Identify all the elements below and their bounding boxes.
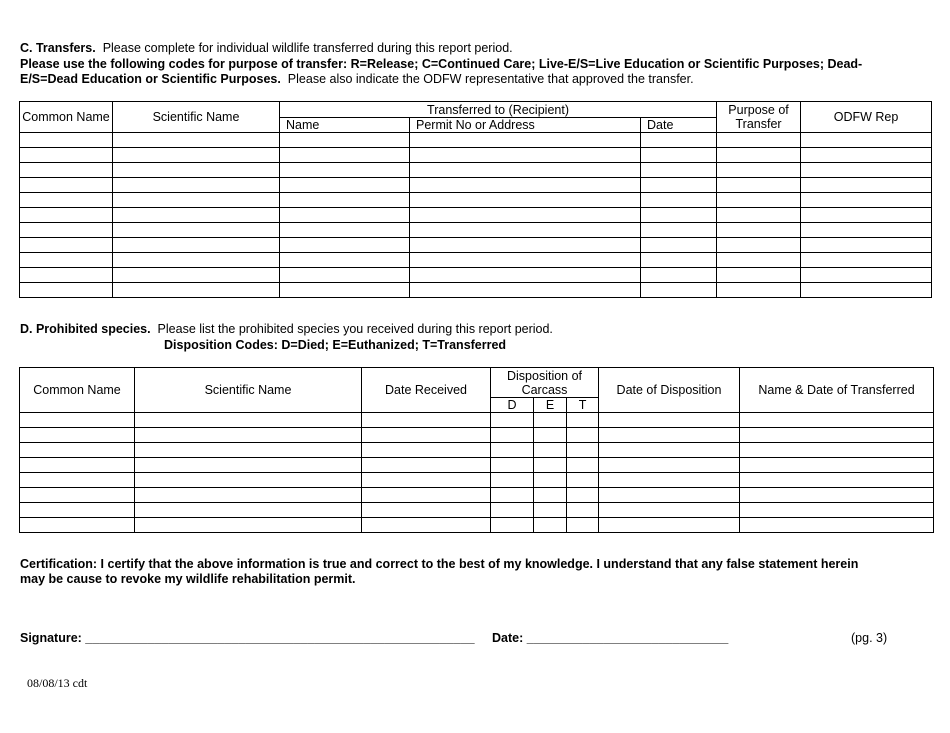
prohibited-table-cell[interactable] [20,413,135,428]
prohibited-table-cell[interactable] [534,458,567,473]
prohibited-table-cell[interactable] [599,488,740,503]
sub-col-d-header: D [491,398,534,413]
transfer-table-cell[interactable] [410,163,641,178]
transfer-table-cell[interactable] [280,268,410,283]
section-c-heading: C. Transfers. [20,41,96,55]
transfer-table-row [20,253,932,268]
transfer-table-cell[interactable] [801,163,932,178]
transfer-codes-line-1: Please use the following codes for purpose of transfer: R=Release; C=Continued Care; Live-E/S=Live Education or Scientific Purposes; Dead- [20,57,863,71]
prohibited-table-cell[interactable] [567,488,599,503]
transfer-table-cell[interactable] [717,238,801,253]
prohibited-table-cell[interactable] [491,518,534,533]
transfer-table-row [20,238,932,253]
col-recipient-name-header: Name [280,118,410,133]
date-field[interactable] [492,631,728,646]
section-d-intro-line [20,322,553,337]
transfer-table-cell[interactable] [410,208,641,223]
transfer-table-cell[interactable] [801,253,932,268]
transfer-table-cell[interactable] [410,178,641,193]
transfer-table-cell[interactable] [801,133,932,148]
prohibited-table-cell[interactable] [491,503,534,518]
prohibited-table-cell[interactable] [567,518,599,533]
section-d-heading: D. Prohibited species. [20,322,151,336]
certification-line-1: Certification: I certify that the above information is true and correct to the best of my knowledge. I understand that any false statement herein [20,557,859,571]
transfer-table-cell[interactable] [113,283,280,298]
transfer-table-cell[interactable] [113,193,280,208]
section-c-intro-line [20,41,513,56]
prohibited-table-cell[interactable] [567,458,599,473]
transfer-table-cell[interactable] [20,133,113,148]
disposition-group-header: Disposition of Carcass [491,368,599,398]
transfer-table-cell[interactable] [641,148,717,163]
prohibited-table-cell[interactable] [740,428,934,443]
transfer-table-cell[interactable] [20,238,113,253]
transfer-table-cell[interactable] [717,253,801,268]
col-odfw-rep-header: ODFW Rep [801,102,932,133]
transfer-table-cell[interactable] [280,223,410,238]
transfer-table-cell[interactable] [20,253,113,268]
transfer-codes-tail: Please also indicate the ODFW representative that approved the transfer. [287,72,694,86]
col-name-date-transferred-header: Name & Date of Transferred [740,368,934,413]
recipient-group-header: Transferred to (Recipient) [280,102,717,118]
section-d-intro: Please list the prohibited species you received during this report period. [157,322,553,336]
transfer-table-cell[interactable] [113,148,280,163]
transfer-table-cell[interactable] [20,193,113,208]
transfer-table-cell[interactable] [717,148,801,163]
transfer-table-cell[interactable] [641,223,717,238]
prohibited-table-cell[interactable] [362,503,491,518]
prohibited-table-cell[interactable] [740,488,934,503]
transfer-table-cell[interactable] [280,238,410,253]
transfer-table-cell[interactable] [20,148,113,163]
transfer-table-cell[interactable] [113,178,280,193]
prohibited-table-cell[interactable] [20,473,135,488]
prohibited-table-cell[interactable] [534,413,567,428]
prohibited-table-cell[interactable] [362,473,491,488]
page-number: (pg. 3) [851,631,888,645]
prohibited-table-cell[interactable] [135,443,362,458]
prohibited-table-cell[interactable] [740,518,934,533]
sub-col-e-header: E [534,398,567,413]
transfer-table-cell[interactable] [641,253,717,268]
prohibited-table-cell[interactable] [491,428,534,443]
prohibited-table-row [20,458,934,473]
transfer-table-cell[interactable] [717,178,801,193]
prohibited-table-cell[interactable] [20,458,135,473]
transfer-table-cell[interactable] [113,223,280,238]
transfer-table-row [20,268,932,283]
prohibited-table-row [20,413,934,428]
transfer-table-cell[interactable] [641,163,717,178]
prohibited-table-cell[interactable] [534,428,567,443]
prohibited-table-cell[interactable] [135,473,362,488]
transfer-table-cell[interactable] [801,193,932,208]
transfer-table-cell[interactable] [280,193,410,208]
col-date-received-header: Date Received [362,368,491,413]
prohibited-table-cell[interactable] [491,443,534,458]
signature-label: Signature: [20,631,82,645]
transfer-table-cell[interactable] [20,163,113,178]
prohibited-table-cell[interactable] [534,443,567,458]
col-purpose-header: Purpose of Transfer [717,102,801,133]
prohibited-table-row [20,428,934,443]
date-line[interactable]: _____________________________ [526,631,729,645]
transfer-codes-line-2 [20,72,694,87]
prohibited-table-row [20,503,934,518]
prohibited-table-cell[interactable] [534,518,567,533]
transfer-table-cell[interactable] [20,268,113,283]
transfer-codes-line-2-bold: E/S=Dead Education or Scientific Purposes. [20,72,281,86]
transfer-table-cell[interactable] [410,238,641,253]
transfer-table-cell[interactable] [801,238,932,253]
transfer-table-row [20,148,932,163]
transfer-table-cell[interactable] [20,208,113,223]
transfer-table-cell[interactable] [113,208,280,223]
transfer-table-cell[interactable] [113,133,280,148]
transfer-table-cell[interactable] [280,253,410,268]
prohibited-table-cell[interactable] [362,428,491,443]
transfer-table-cell[interactable] [280,148,410,163]
prohibited-table-cell[interactable] [740,503,934,518]
prohibited-table-cell[interactable] [362,488,491,503]
prohibited-table-cell[interactable] [491,488,534,503]
transfer-table-cell[interactable] [641,193,717,208]
transfer-table-cell[interactable] [801,208,932,223]
transfer-table-cell[interactable] [20,283,113,298]
transfer-table-cell[interactable] [801,283,932,298]
transfers-table [19,101,932,298]
transfer-table-cell[interactable] [410,283,641,298]
prohibited-table-cell[interactable] [534,488,567,503]
prohibited-table-cell[interactable] [567,413,599,428]
prohibited-species-table [19,367,934,533]
prohibited-table-cell[interactable] [20,518,135,533]
transfer-table-cell[interactable] [717,163,801,178]
transfer-table-cell[interactable] [641,133,717,148]
signature-line[interactable]: ________________________________________________________ [85,631,475,645]
prohibited-table-cell[interactable] [491,473,534,488]
transfer-table-cell[interactable] [641,208,717,223]
transfer-table-cell[interactable] [717,283,801,298]
revision-stamp: 08/08/13 cdt [27,676,88,690]
transfer-table-cell[interactable] [20,223,113,238]
prohibited-table-row [20,443,934,458]
transfer-table-cell[interactable] [801,148,932,163]
transfer-table-row [20,208,932,223]
prohibited-table-cell[interactable] [362,518,491,533]
transfer-table-row [20,283,932,298]
prohibited-table-cell[interactable] [599,503,740,518]
prohibited-table-row [20,518,934,533]
prohibited-table-cell[interactable] [135,488,362,503]
transfer-table-cell[interactable] [410,253,641,268]
prohibited-table-cell[interactable] [135,518,362,533]
transfer-table-cell[interactable] [280,133,410,148]
transfer-table-cell[interactable] [410,148,641,163]
col-scientific-name-header: Scientific Name [113,102,280,133]
prohibited-table-cell[interactable] [20,488,135,503]
sub-col-t-header: T [567,398,599,413]
prohibited-table-cell[interactable] [567,473,599,488]
prohibited-table-cell[interactable] [491,413,534,428]
prohibited-table-cell[interactable] [599,518,740,533]
col-common-name-header: Common Name [20,102,113,133]
col-d-scientific-name-header: Scientific Name [135,368,362,413]
transfer-table-cell[interactable] [641,268,717,283]
transfer-table-cell[interactable] [410,193,641,208]
prohibited-table-cell[interactable] [362,443,491,458]
prohibited-table-cell[interactable] [534,503,567,518]
transfer-table-cell[interactable] [113,163,280,178]
transfer-table-cell[interactable] [280,163,410,178]
transfer-table-row [20,163,932,178]
prohibited-table-cell[interactable] [362,413,491,428]
transfer-table-cell[interactable] [410,268,641,283]
prohibited-table-cell[interactable] [599,443,740,458]
col-date-disposition-header: Date of Disposition [599,368,740,413]
transfer-table-cell[interactable] [801,223,932,238]
prohibited-table-cell[interactable] [740,443,934,458]
transfer-table-cell[interactable] [801,268,932,283]
prohibited-table-cell[interactable] [135,413,362,428]
prohibited-table-cell[interactable] [20,428,135,443]
certification-line-2: may be cause to revoke my wildlife rehabilitation permit. [20,572,356,586]
prohibited-table-cell[interactable] [599,428,740,443]
transfer-table-cell[interactable] [717,268,801,283]
transfer-table-cell[interactable] [641,283,717,298]
transfer-table-cell[interactable] [717,133,801,148]
prohibited-table-cell[interactable] [599,458,740,473]
prohibited-table-cell[interactable] [534,473,567,488]
prohibited-table-cell[interactable] [135,503,362,518]
transfer-table-cell[interactable] [410,223,641,238]
signature-field[interactable] [20,631,475,646]
transfer-table-cell[interactable] [113,268,280,283]
prohibited-table-cell[interactable] [135,458,362,473]
prohibited-table-cell[interactable] [362,458,491,473]
disposition-codes: Disposition Codes: D=Died; E=Euthanized; T=Transferred [164,338,507,352]
col-permit-header: Permit No or Address [410,118,641,133]
prohibited-table-cell[interactable] [567,443,599,458]
transfer-table-cell[interactable] [717,208,801,223]
transfer-table-cell[interactable] [20,178,113,193]
date-label: Date: [492,631,524,645]
transfer-table-cell[interactable] [641,178,717,193]
transfer-table-row [20,223,932,238]
col-d-common-name-header: Common Name [20,368,135,413]
prohibited-table-row [20,473,934,488]
transfer-table-cell[interactable] [280,178,410,193]
prohibited-table-cell[interactable] [491,458,534,473]
prohibited-table-cell[interactable] [567,428,599,443]
transfer-table-cell[interactable] [717,193,801,208]
transfer-table-cell[interactable] [717,223,801,238]
transfer-table-cell[interactable] [113,238,280,253]
prohibited-table-cell[interactable] [135,428,362,443]
transfer-table-cell[interactable] [801,178,932,193]
col-date-header: Date [641,118,717,133]
transfer-table-row [20,193,932,208]
prohibited-table-cell[interactable] [20,443,135,458]
prohibited-table-cell[interactable] [740,413,934,428]
prohibited-table-cell[interactable] [567,503,599,518]
prohibited-table-row [20,488,934,503]
transfer-table-cell[interactable] [113,253,280,268]
transfer-table-cell[interactable] [410,133,641,148]
prohibited-table-cell[interactable] [740,458,934,473]
prohibited-table-cell[interactable] [599,473,740,488]
transfer-table-cell[interactable] [641,238,717,253]
prohibited-table-cell[interactable] [599,413,740,428]
transfer-table-cell[interactable] [280,208,410,223]
section-c-intro: Please complete for individual wildlife transferred during this report period. [102,41,513,55]
transfer-table-row [20,178,932,193]
prohibited-table-cell[interactable] [740,473,934,488]
prohibited-table-cell[interactable] [20,503,135,518]
transfer-table-row [20,133,932,148]
transfer-table-cell[interactable] [280,283,410,298]
